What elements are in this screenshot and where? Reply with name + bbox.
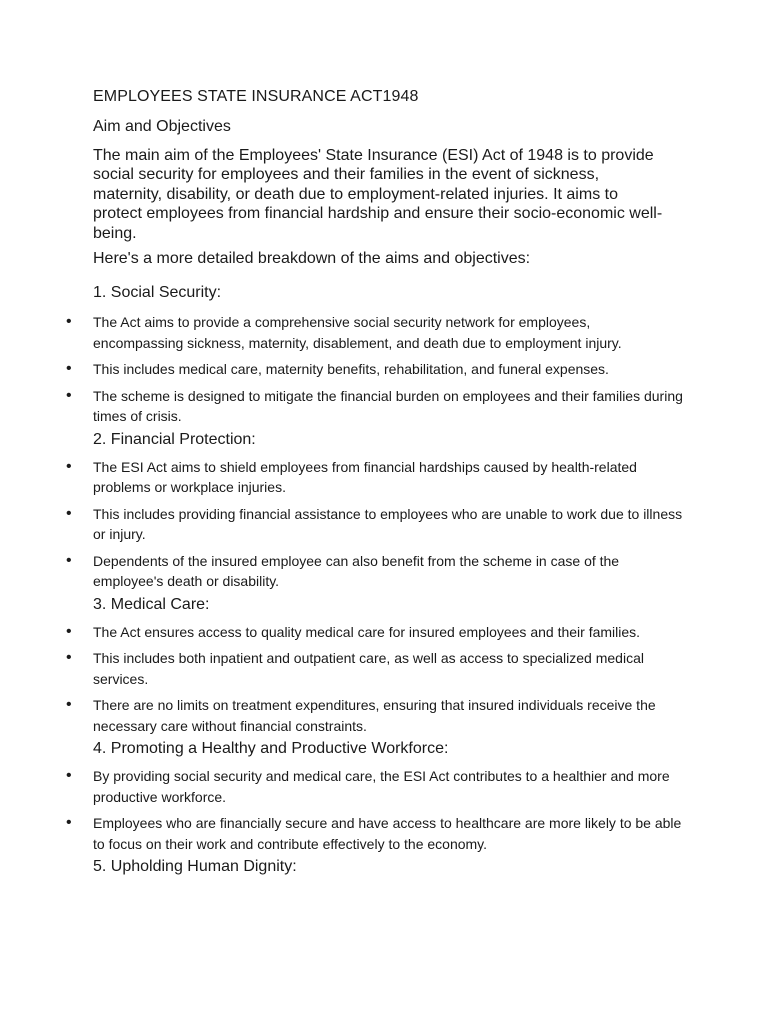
bullet-list — [0, 312, 768, 427]
list-item-text: The scheme is designed to mitigate the financial burden on employees and their families during times of crisis. — [93, 387, 683, 424]
list-item — [0, 504, 683, 545]
section-healthy-workforce — [0, 739, 768, 854]
section-heading: 1. Social Security: — [93, 284, 222, 301]
list-item-text: The ESI Act aims to shield employees from financial hardships caused by health-related problems or workplace injuries. — [93, 458, 637, 495]
bullet-icon: • — [66, 386, 72, 404]
list-item-text: There are no limits on treatment expenditures, ensuring that insured individuals receive the necessary care without financial constraints. — [93, 697, 656, 734]
list-item-text: The Act aims to provide a comprehensive social security network for employees, encompassing sickness, maternity, disablement, and death due to employment injury. — [93, 314, 622, 351]
list-item-text: Dependents of the insured employee can also benefit from the scheme in case of the employee's death or disability. — [93, 552, 620, 589]
breakdown-intro: Here's a more detailed breakdown of the aims and objectives: — [93, 250, 531, 267]
list-item-text: By providing social security and medical care, the ESI Act contributes to a healthier and more productive workforce. — [93, 768, 670, 805]
section-social-security — [0, 283, 768, 427]
document-subtitle: Aim and Objectives — [93, 118, 231, 135]
list-item — [0, 695, 683, 736]
section-heading: 2. Financial Protection: — [93, 430, 256, 448]
list-item — [0, 551, 683, 592]
list-item — [0, 457, 683, 498]
bullet-icon: • — [66, 649, 72, 666]
list-item-text: This includes medical care, maternity benefits, rehabilitation, and funeral expenses. — [93, 361, 609, 377]
bullet-icon: • — [66, 696, 72, 713]
list-item-text: Employees who are financially secure and have access to healthcare are more likely to be able to focus on their work and contribute effectively to the economy. — [93, 815, 682, 852]
list-item — [0, 359, 683, 380]
list-item — [0, 622, 683, 643]
bullet-icon: • — [66, 457, 72, 475]
bullet-list — [0, 457, 768, 592]
bullet-list — [0, 622, 768, 737]
bullet-icon: • — [66, 767, 72, 784]
intro-paragraph: The main aim of the Employees' State Insurance (ESI) Act of 1948 is to provide social security for employees and their families in the event of sickness, maternity, disability, or death due to employment-related injuries. It aims to protect employees from financial hardship and ensure their socio-economic well-being. — [93, 147, 663, 242]
list-item — [0, 766, 683, 807]
list-item-text: This includes providing financial assistance to employees who are unable to work due to illness or injury. — [93, 505, 683, 542]
document-title: EMPLOYEES STATE INSURANCE ACT1948 — [93, 88, 419, 105]
bullet-icon: • — [66, 551, 72, 569]
bullet-icon: • — [66, 360, 72, 377]
bullet-list — [0, 766, 768, 854]
bullet-icon: • — [66, 622, 72, 640]
list-item — [0, 386, 683, 427]
sections-container — [0, 283, 768, 876]
list-item — [0, 648, 683, 689]
list-item-text: The Act ensures access to quality medical care for insured employees and their families. — [93, 623, 641, 640]
section-human-dignity — [0, 857, 768, 876]
section-medical-care — [0, 595, 768, 737]
section-financial-protection — [0, 430, 768, 592]
section-heading: 5. Upholding Human Dignity: — [93, 858, 297, 875]
section-heading: 3. Medical Care: — [93, 595, 210, 613]
bullet-icon: • — [66, 504, 72, 522]
bullet-icon: • — [66, 814, 72, 831]
list-item — [0, 813, 683, 854]
section-heading: 4. Promoting a Healthy and Productive Workforce: — [93, 740, 449, 757]
bullet-icon: • — [66, 313, 72, 330]
list-item-text: This includes both inpatient and outpatient care, as well as access to specialized medical services. — [93, 650, 644, 687]
list-item — [0, 312, 683, 353]
